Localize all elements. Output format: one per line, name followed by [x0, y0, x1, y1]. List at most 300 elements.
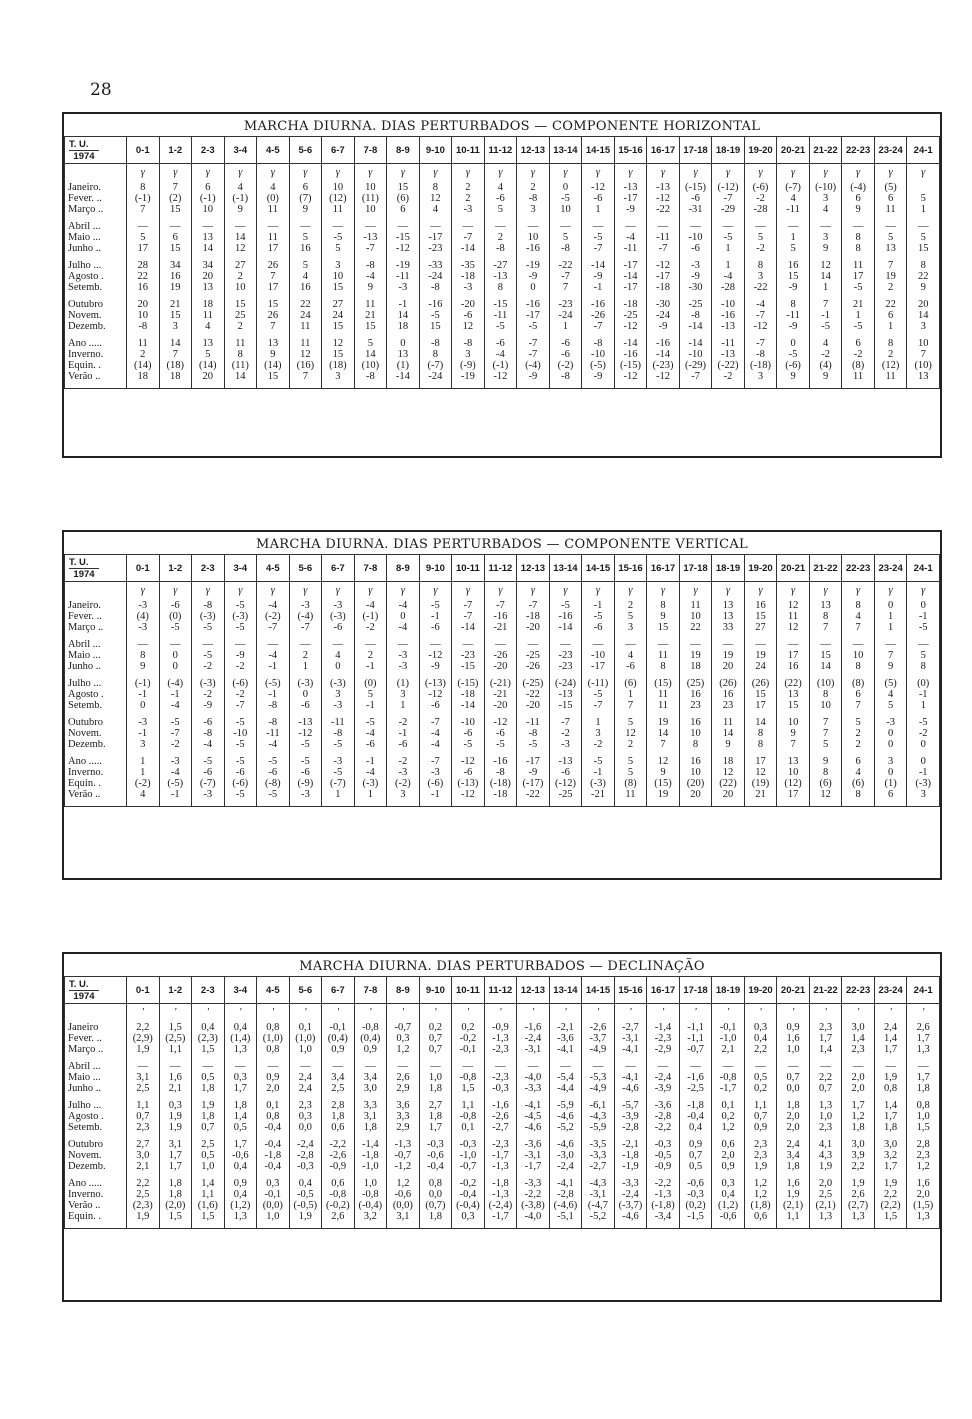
table-cell: -1 — [907, 689, 940, 700]
table-cell: -7 — [549, 717, 582, 728]
table-cell: 14 — [387, 310, 420, 321]
table-cell: -1,6 — [517, 1022, 550, 1033]
table-cell: 7 — [257, 321, 290, 332]
table-cell: 24 — [322, 310, 355, 321]
table-cell: -1 — [127, 728, 160, 739]
table-row — [65, 1150, 940, 1161]
table-cell: -1,8 — [257, 1150, 290, 1161]
unit-label-cell — [65, 582, 127, 601]
table-row — [65, 299, 940, 310]
table-cell: 4 — [842, 611, 875, 622]
table-cell: -0,2 — [452, 1178, 485, 1189]
table-cell: 2,3 — [842, 1044, 875, 1055]
table-cell: — — [289, 221, 322, 232]
hour-column-header: 22-23 — [842, 555, 875, 582]
table-cell: 2 — [289, 650, 322, 661]
hour-column-header: 3-4 — [224, 137, 257, 164]
row-label: Ano ..... — [65, 1178, 127, 1189]
table-cell: -2,4 — [614, 1189, 647, 1200]
table-cell: 2,2 — [744, 1044, 777, 1055]
table-cell: 11 — [647, 689, 680, 700]
table-cell: 1,4 — [874, 1033, 907, 1044]
table-cell: (11) — [354, 193, 387, 204]
table-cell: 5 — [744, 232, 777, 243]
header-row — [65, 555, 940, 582]
table-cell: 17 — [777, 650, 810, 661]
table-cell: (-1) — [224, 193, 257, 204]
unit-cell: γ — [842, 582, 875, 601]
table-cell: — — [582, 1061, 615, 1072]
table-cell: (2,1) — [777, 1200, 810, 1211]
table-cell: (2,7) — [842, 1200, 875, 1211]
table-cell: -23 — [452, 650, 485, 661]
table-cell: 7 — [257, 271, 290, 282]
gap-cell — [777, 382, 810, 389]
table-cell: -8 — [419, 282, 452, 293]
table-cell: — — [614, 639, 647, 650]
table-cell: 7 — [549, 282, 582, 293]
table-cell: -0,8 — [452, 1111, 485, 1122]
table-cell: 6 — [289, 182, 322, 193]
table-cell: 1,5 — [874, 1211, 907, 1222]
gap-cell — [419, 800, 452, 807]
table-cell: 7 — [907, 349, 940, 360]
table-cell: -1,7 — [517, 1161, 550, 1172]
table-cell: 33 — [712, 622, 745, 633]
table-row — [65, 700, 940, 711]
table-row — [65, 1161, 940, 1172]
table-cell: 7 — [842, 700, 875, 711]
page-number: 28 — [90, 80, 112, 100]
gap-cell — [679, 800, 712, 807]
table-cell: -2 — [159, 739, 192, 750]
table-cell: -4 — [354, 600, 387, 611]
table-cell: 2,6 — [842, 1189, 875, 1200]
table-cell: -5 — [484, 739, 517, 750]
table-cell: -14 — [614, 271, 647, 282]
hour-column-header: 6-7 — [322, 977, 355, 1004]
table-cell: -7 — [224, 700, 257, 711]
hour-column-header: 2-3 — [192, 977, 225, 1004]
gap-cell — [777, 1222, 810, 1229]
table-row — [65, 371, 940, 382]
gap-cell — [127, 800, 160, 807]
table-cell: 2,5 — [192, 1139, 225, 1150]
table-cell: (-1) — [354, 611, 387, 622]
table-cell: 1,7 — [159, 1150, 192, 1161]
unit-cell: ' — [614, 1004, 647, 1023]
table-cell: (-5) — [159, 778, 192, 789]
table-cell: 0 — [322, 661, 355, 672]
table-cell: 9 — [224, 204, 257, 215]
table-cell: -4 — [192, 739, 225, 750]
table-cell: (-1) — [127, 678, 160, 689]
table-cell: -0,8 — [452, 1072, 485, 1083]
table-cell: -6 — [159, 600, 192, 611]
gap-cell — [354, 1222, 387, 1229]
gap-cell — [679, 382, 712, 389]
table-cell: -0,3 — [289, 1161, 322, 1172]
table-cell: 1,2 — [842, 1111, 875, 1122]
table-cell: (-0,4) — [452, 1200, 485, 1211]
table-cell: — — [192, 221, 225, 232]
table-cell: (10) — [907, 360, 940, 371]
hour-column-header: 23-24 — [874, 555, 907, 582]
table-cell: -3,1 — [517, 1044, 550, 1055]
table-cell: (1) — [387, 678, 420, 689]
panel-horizontal-component — [62, 112, 942, 458]
table-cell: -3,6 — [517, 1139, 550, 1150]
table-cell: 0,8 — [257, 1111, 290, 1122]
table-cell: -21 — [582, 789, 615, 800]
table-cell: -4 — [354, 767, 387, 778]
table-cell: 2 — [452, 182, 485, 193]
table-cell: — — [907, 639, 940, 650]
table-cell: -15 — [387, 232, 420, 243]
table-cell: -23 — [549, 661, 582, 672]
table-cell: 16 — [679, 717, 712, 728]
gap-cell — [809, 800, 842, 807]
table-cell: — — [257, 1061, 290, 1072]
table-cell: 6 — [874, 193, 907, 204]
table-cell: -2 — [192, 689, 225, 700]
table-cell: 10 — [679, 611, 712, 622]
table-cell: 2,0 — [257, 1083, 290, 1094]
table-cell: 3 — [874, 756, 907, 767]
table-cell: -5,3 — [582, 1072, 615, 1083]
row-label: Janeiro — [65, 1022, 127, 1033]
gap-cell — [159, 800, 192, 807]
gap-cell — [127, 1222, 160, 1229]
table-row — [65, 717, 940, 728]
table-cell: (10) — [354, 360, 387, 371]
table-cell: -0,9 — [322, 1161, 355, 1172]
table-cell: 20 — [127, 299, 160, 310]
table-cell: 10 — [842, 650, 875, 661]
table-cell: 3 — [809, 193, 842, 204]
table-cell: — — [809, 1061, 842, 1072]
table-cell: -0,6 — [712, 1211, 745, 1222]
unit-cell: ' — [159, 1004, 192, 1023]
hour-column-header: 5-6 — [289, 977, 322, 1004]
table-cell: 1 — [387, 700, 420, 711]
table-cell: 6 — [842, 338, 875, 349]
table-cell: -8 — [192, 728, 225, 739]
table-cell: -1,4 — [647, 1022, 680, 1033]
table-cell: -5 — [517, 321, 550, 332]
row-label: Setemb. — [65, 700, 127, 711]
table-cell: 1,7 — [224, 1083, 257, 1094]
table-cell: 15 — [159, 243, 192, 254]
table-cell: -2,2 — [647, 1178, 680, 1189]
table-row — [65, 756, 940, 767]
table-cell: 11 — [842, 260, 875, 271]
table-cell: -11 — [712, 338, 745, 349]
table-cell: -0,4 — [257, 1122, 290, 1133]
hour-column-header: 0-1 — [127, 137, 160, 164]
unit-cell: γ — [452, 582, 485, 601]
table-cell: -20 — [484, 700, 517, 711]
table-row — [65, 600, 940, 611]
table-cell: 16 — [679, 756, 712, 767]
table-cell: -5 — [582, 611, 615, 622]
table-cell: 13 — [257, 338, 290, 349]
table-cell: -18 — [647, 282, 680, 293]
table-cell: 7 — [874, 650, 907, 661]
table-cell: 0,1 — [452, 1122, 485, 1133]
year-label: 1974 — [69, 150, 99, 162]
table-cell: — — [354, 639, 387, 650]
table-cell: 6 — [874, 789, 907, 800]
table-cell: 0,7 — [809, 1083, 842, 1094]
table-cell: -8 — [257, 717, 290, 728]
table-cell: (6) — [614, 678, 647, 689]
table-cell: (1,0) — [257, 1033, 290, 1044]
data-table — [64, 136, 940, 389]
table-cell: (-13) — [452, 778, 485, 789]
table-cell: -12 — [647, 371, 680, 382]
table-cell: 0,8 — [907, 1100, 940, 1111]
table-cell: -3,1 — [582, 1189, 615, 1200]
row-label: Inverno. — [65, 1189, 127, 1200]
table-cell: -33 — [419, 260, 452, 271]
hour-column-header: 12-13 — [517, 555, 550, 582]
hour-column-header: 24-1 — [907, 977, 940, 1004]
table-cell: -0,4 — [257, 1161, 290, 1172]
table-cell: -7 — [257, 622, 290, 633]
table-cell: -4 — [257, 650, 290, 661]
gap-cell — [387, 1222, 420, 1229]
table-cell: 7 — [159, 182, 192, 193]
table-cell: (-4) — [517, 360, 550, 371]
table-cell: 18 — [127, 371, 160, 382]
table-cell: 22 — [127, 271, 160, 282]
unit-cell: γ — [647, 164, 680, 183]
gap-cell — [65, 800, 127, 807]
unit-cell: γ — [159, 164, 192, 183]
table-cell: -3,9 — [614, 1111, 647, 1122]
table-cell: 5 — [289, 232, 322, 243]
gap-cell — [712, 800, 745, 807]
table-cell: — — [712, 1061, 745, 1072]
table-cell: 5 — [549, 232, 582, 243]
table-cell: -1 — [257, 689, 290, 700]
table-cell: 2,6 — [907, 1022, 940, 1033]
table-cell: -31 — [679, 204, 712, 215]
table-cell: -2,8 — [614, 1122, 647, 1133]
table-cell: 13 — [192, 232, 225, 243]
table-cell: -5 — [322, 232, 355, 243]
table-cell: 14 — [224, 371, 257, 382]
tu-header — [65, 555, 127, 582]
table-cell: 8 — [777, 299, 810, 310]
hour-column-header: 1-2 — [159, 977, 192, 1004]
table-cell: (1,2) — [712, 1200, 745, 1211]
table-cell: — — [842, 1061, 875, 1072]
hour-column-header: 11-12 — [484, 977, 517, 1004]
table-cell: (-4) — [289, 611, 322, 622]
table-cell: — — [517, 1061, 550, 1072]
table-cell: -28 — [744, 204, 777, 215]
table-cell: 18 — [387, 321, 420, 332]
table-cell: 5 — [614, 767, 647, 778]
table-cell: 12 — [419, 193, 452, 204]
table-cell: 6 — [192, 182, 225, 193]
gap-cell — [744, 800, 777, 807]
table-cell: -9 — [647, 321, 680, 332]
table-cell: (5) — [874, 678, 907, 689]
hour-column-header: 10-11 — [452, 977, 485, 1004]
table-cell: 1,7 — [842, 1100, 875, 1111]
table-cell: 19 — [159, 282, 192, 293]
tu-header — [65, 137, 127, 164]
table-cell: (5) — [874, 182, 907, 193]
gap-cell — [192, 382, 225, 389]
table-cell: -5 — [354, 717, 387, 728]
table-cell: 4 — [777, 193, 810, 204]
table-cell: -0,5 — [289, 1189, 322, 1200]
gap-cell — [127, 382, 160, 389]
table-cell: — — [777, 639, 810, 650]
table-cell: (4) — [809, 360, 842, 371]
table-cell: 10 — [679, 767, 712, 778]
header-row — [65, 977, 940, 1004]
table-cell: 18 — [679, 661, 712, 672]
table-cell: 7 — [842, 622, 875, 633]
table-cell: — — [842, 639, 875, 650]
table-cell: -6 — [679, 243, 712, 254]
table-cell: 8 — [224, 349, 257, 360]
hour-column-header: 11-12 — [484, 137, 517, 164]
row-label: Fever. .. — [65, 193, 127, 204]
table-cell: 3 — [744, 371, 777, 382]
row-label: Dezemb. — [65, 739, 127, 750]
table-cell: 17 — [257, 243, 290, 254]
table-cell: 4 — [809, 338, 842, 349]
table-cell: 10 — [517, 232, 550, 243]
table-cell: -13 — [712, 349, 745, 360]
table-cell: 0,0 — [289, 1122, 322, 1133]
hour-column-header: 5-6 — [289, 555, 322, 582]
table-cell: -7 — [517, 600, 550, 611]
unit-cell: γ — [647, 582, 680, 601]
gap-cell — [842, 800, 875, 807]
table-cell: -1 — [257, 661, 290, 672]
table-cell: 0,9 — [224, 1178, 257, 1189]
table-cell: 1,9 — [744, 1161, 777, 1172]
table-cell: (0,4) — [354, 1033, 387, 1044]
table-cell: 1,2 — [744, 1178, 777, 1189]
table-cell: 3 — [614, 622, 647, 633]
table-cell: — — [224, 639, 257, 650]
table-cell: -0,3 — [647, 1139, 680, 1150]
table-cell: 11 — [127, 338, 160, 349]
table-cell: -1,3 — [387, 1139, 420, 1150]
table-cell: 0 — [387, 338, 420, 349]
unit-cell: γ — [159, 582, 192, 601]
table-cell: -4 — [354, 728, 387, 739]
table-cell: 3 — [452, 349, 485, 360]
table-cell: 1,4 — [809, 1044, 842, 1055]
table-cell: -8 — [257, 700, 290, 711]
tu-label: T. U. — [69, 138, 89, 150]
table-cell: -3 — [289, 600, 322, 611]
table-row — [65, 1044, 940, 1055]
table-cell: -9 — [517, 371, 550, 382]
table-cell: 24 — [744, 661, 777, 672]
unit-cell: ' — [582, 1004, 615, 1023]
table-cell: 1,9 — [127, 1044, 160, 1055]
table-cell: (-3) — [582, 778, 615, 789]
table-cell: -30 — [679, 282, 712, 293]
table-cell: — — [679, 221, 712, 232]
table-cell: -1 — [582, 767, 615, 778]
table-cell: 0 — [874, 767, 907, 778]
table-cell: 6 — [842, 689, 875, 700]
table-cell: 13 — [192, 338, 225, 349]
unit-cell: ' — [192, 1004, 225, 1023]
table-cell: — — [387, 221, 420, 232]
table-cell: -1 — [907, 767, 940, 778]
table-cell: 3,1 — [354, 1111, 387, 1122]
table-cell: — — [777, 1061, 810, 1072]
table-cell: 1,0 — [419, 1072, 452, 1083]
hour-column-header: 4-5 — [257, 977, 290, 1004]
table-cell: 2,8 — [907, 1139, 940, 1150]
table-cell: -0,3 — [452, 1139, 485, 1150]
table-cell: 20 — [679, 789, 712, 800]
table-bottom — [65, 800, 940, 807]
unit-cell: γ — [192, 164, 225, 183]
gap-cell — [419, 382, 452, 389]
table-cell: 1,1 — [127, 1100, 160, 1111]
table-cell: -25 — [614, 310, 647, 321]
row-label: Fever. .. — [65, 1033, 127, 1044]
gap-cell — [582, 382, 615, 389]
table-cell: 1,1 — [452, 1100, 485, 1111]
table-cell: (-1) — [127, 193, 160, 204]
table-cell: 19 — [874, 271, 907, 282]
table-cell: -5 — [322, 767, 355, 778]
table-cell: 2,4 — [777, 1139, 810, 1150]
table-cell: 0,5 — [744, 1072, 777, 1083]
gap-cell — [809, 382, 842, 389]
unit-cell: γ — [224, 164, 257, 183]
hour-column-header: 13-14 — [549, 137, 582, 164]
hour-column-header: 11-12 — [484, 555, 517, 582]
table-cell: 8 — [419, 349, 452, 360]
table-cell: 1,9 — [777, 1189, 810, 1200]
table-cell: 2 — [614, 739, 647, 750]
table-cell: (-6) — [419, 778, 452, 789]
unit-cell: γ — [192, 582, 225, 601]
table-cell: 4 — [192, 321, 225, 332]
table-cell: 15 — [159, 310, 192, 321]
table-cell: -1,8 — [614, 1150, 647, 1161]
table-cell: 8 — [874, 338, 907, 349]
table-cell: 1,8 — [354, 1122, 387, 1133]
table-cell: -1 — [387, 728, 420, 739]
table-cell: -5 — [419, 310, 452, 321]
row-label: Outubro — [65, 299, 127, 310]
table-cell: 1 — [907, 204, 940, 215]
table-cell: 2,6 — [387, 1072, 420, 1083]
gap-cell — [874, 800, 907, 807]
table-cell: — — [419, 221, 452, 232]
table-cell: 8 — [809, 611, 842, 622]
row-label: Junho .. — [65, 661, 127, 672]
table-cell: -14 — [679, 321, 712, 332]
